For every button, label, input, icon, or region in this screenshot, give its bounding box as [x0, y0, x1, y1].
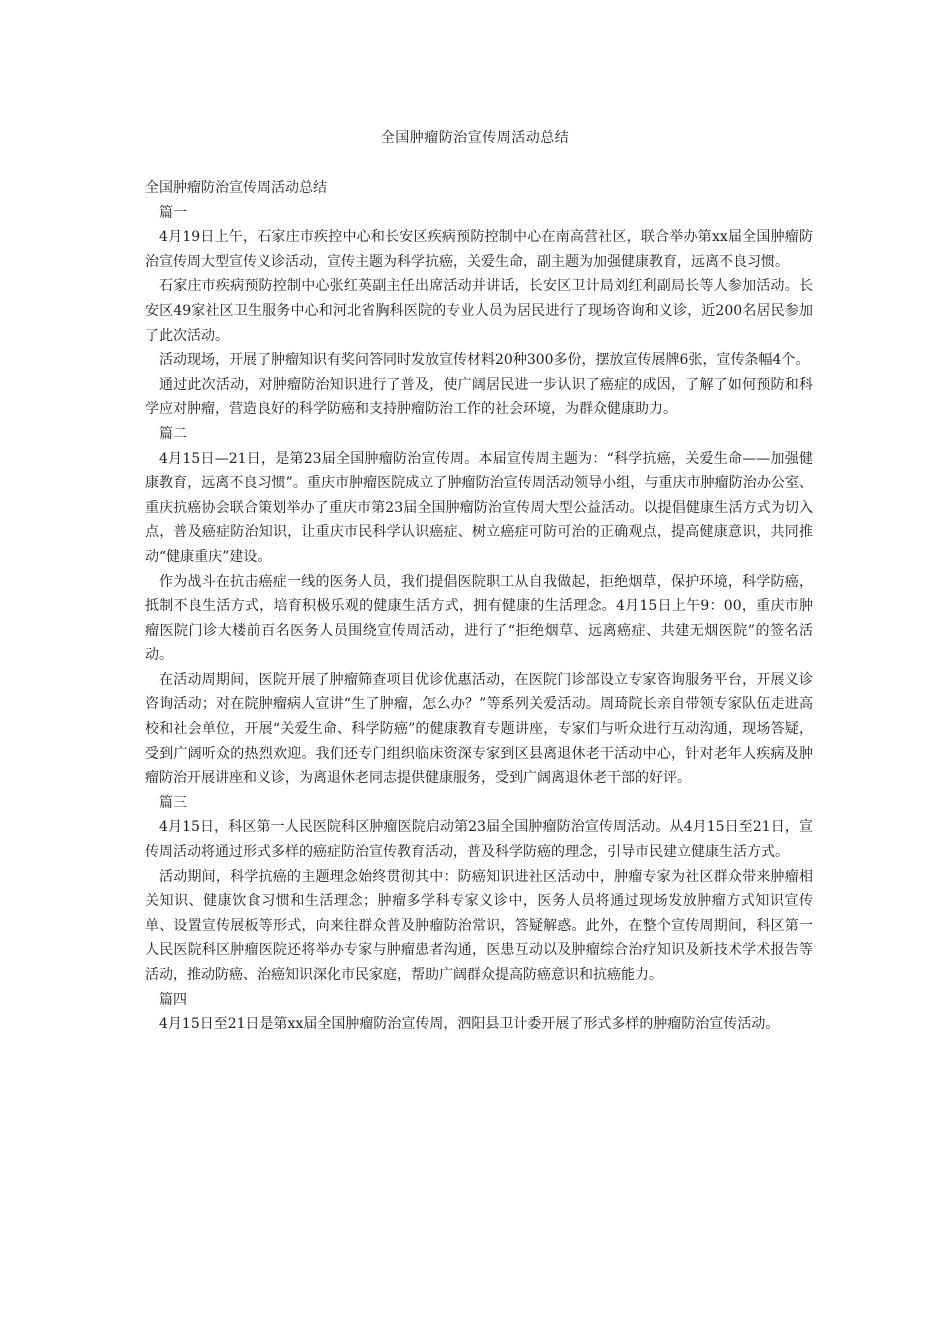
- paragraph: 通过此次活动，对肿瘤防治知识进行了普及，使广阔居民进一步认识了癌症的成因，了解了如何预防和科学应对肿瘤，营造良好的科学防癌和支持肿瘤防治工作的社会环境，为群众健康助力。: [145, 376, 813, 418]
- paragraph: 4月15日—21日，是第23届全国肿瘤防治宣传周。本届宣传周主题为：“科学抗癌，关爱生命——加强健康教育，远离不良习惯”。重庆市肿瘤医院成立了肿瘤防治宣传周活动领导小组，与重庆市肿瘤防治办公室、重庆抗癌协会联合策划举办了重庆市第23届全国肿瘤防治宣传周大型公益活动。以提倡健康生活方式为切入点，普及癌症防治知识，让重庆市民科学认识癌症、树立癌症可防可治的正确观点，提高健康意识，共同推动“健康重庆”建设。: [145, 450, 813, 565]
- document-subtitle: 全国肿瘤防治宣传周活动总结: [145, 180, 327, 196]
- section-heading-1: 篇一: [159, 204, 187, 221]
- section-heading-3: 篇三: [159, 794, 187, 811]
- paragraph: 在活动周期间，医院开展了肿瘤筛查项目优诊优惠活动，在医院门诊部设立专家咨询服务平台，开展义诊咨询活动；对在院肿瘤病人宣讲“生了肿瘤，怎么办？”等系列关爱活动。周琦院长亲自带领专家队伍走进高校和社会单位，开展“关爱生命、科学防癌”的健康教育专题讲座，专家们与听众进行互动沟通，现场答疑，受到广阔听众的热烈欢迎。我们还专门组织临床资深专家到区县离退休老干活动中心，针对老年人疾病及肿瘤防治开展讲座和义诊，为离退休老同志提供健康服务，受到广阔离退休老干部的好评。: [145, 671, 813, 787]
- paragraph: 4月15日，科区第一人民医院科区肿瘤医院启动第23届全国肿瘤防治宣传周活动。从4月15日至21日，宣传周活动将通过形式多样的癌症防治宣传教育活动，普及科学防癌的理念，引导市民建立健康生活方式。: [145, 819, 813, 861]
- paragraph: 石家庄市疾病预防控制中心张红英副主任出席活动并讲话，长安区卫计局刘红利副局长等人参加活动。长安区49家社区卫生服务中心和河北省胸科医院的专业人员为居民进行了现场咨询和义诊，近200名居民参加了此次活动。: [145, 278, 813, 344]
- paragraph: 活动现场，开展了肿瘤知识有奖问答同时发放宣传材料20种300多份，摆放宣传展牌6张，宣传条幅4个。: [159, 352, 810, 369]
- paragraph: 4月15日至21日是第xx届全国肿瘤防治宣传周，泗阳县卫计委开展了形式多样的肿瘤防治宣传活动。: [159, 1016, 780, 1033]
- paragraph: 4月19日上午，石家庄市疾控中心和长安区疾病预防控制中心在南高营社区，联合举办第xx届全国肿瘤防治宣传周大型宣传义诊活动，宣传主题为科学抗癌，关爱生命，副主题为加强健康教育，远离不良习惯。: [145, 229, 813, 270]
- section-heading-2: 篇二: [159, 425, 187, 442]
- paragraph: 作为战斗在抗击癌症一线的医务人员，我们提倡医院职工从自我做起，拒绝烟草，保护环境，科学防癌，抵制不良生活方式，培育积极乐观的健康生活方式，拥有健康的生活理念。4月15日上午9：00，重庆市肿瘤医院门诊大楼前百名医务人员围绕宣传周活动，进行了“拒绝烟草、远离癌症、共建无烟医院”的签名活动。: [145, 573, 813, 664]
- document-title: 全国肿瘤防治宣传周活动总结: [380, 130, 570, 146]
- paragraph: 活动期间，科学抗癌的主题理念始终贯彻其中：防癌知识进社区活动中，肿瘤专家为社区群众带来肿瘤相关知识、健康饮食习惯和生活理念；肿瘤多学科专家义诊中，医务人员将通过现场发放肿瘤方式知识宣传单、设置宣传展板等形式，向来往群众普及肿瘤防治常识，答疑解惑。此外，在整个宣传周期间，科区第一人民医院科区肿瘤医院还将举办专家与肿瘤患者沟通，医患互动以及肿瘤综合治疗知识及新技术学术报告等活动，推动防癌、治癌知识深化市民家庭，帮助广阔群众提高防癌意识和抗癌能力。: [145, 868, 813, 983]
- section-heading-4: 篇四: [159, 991, 187, 1008]
- document-body: [145, 176, 813, 1037]
